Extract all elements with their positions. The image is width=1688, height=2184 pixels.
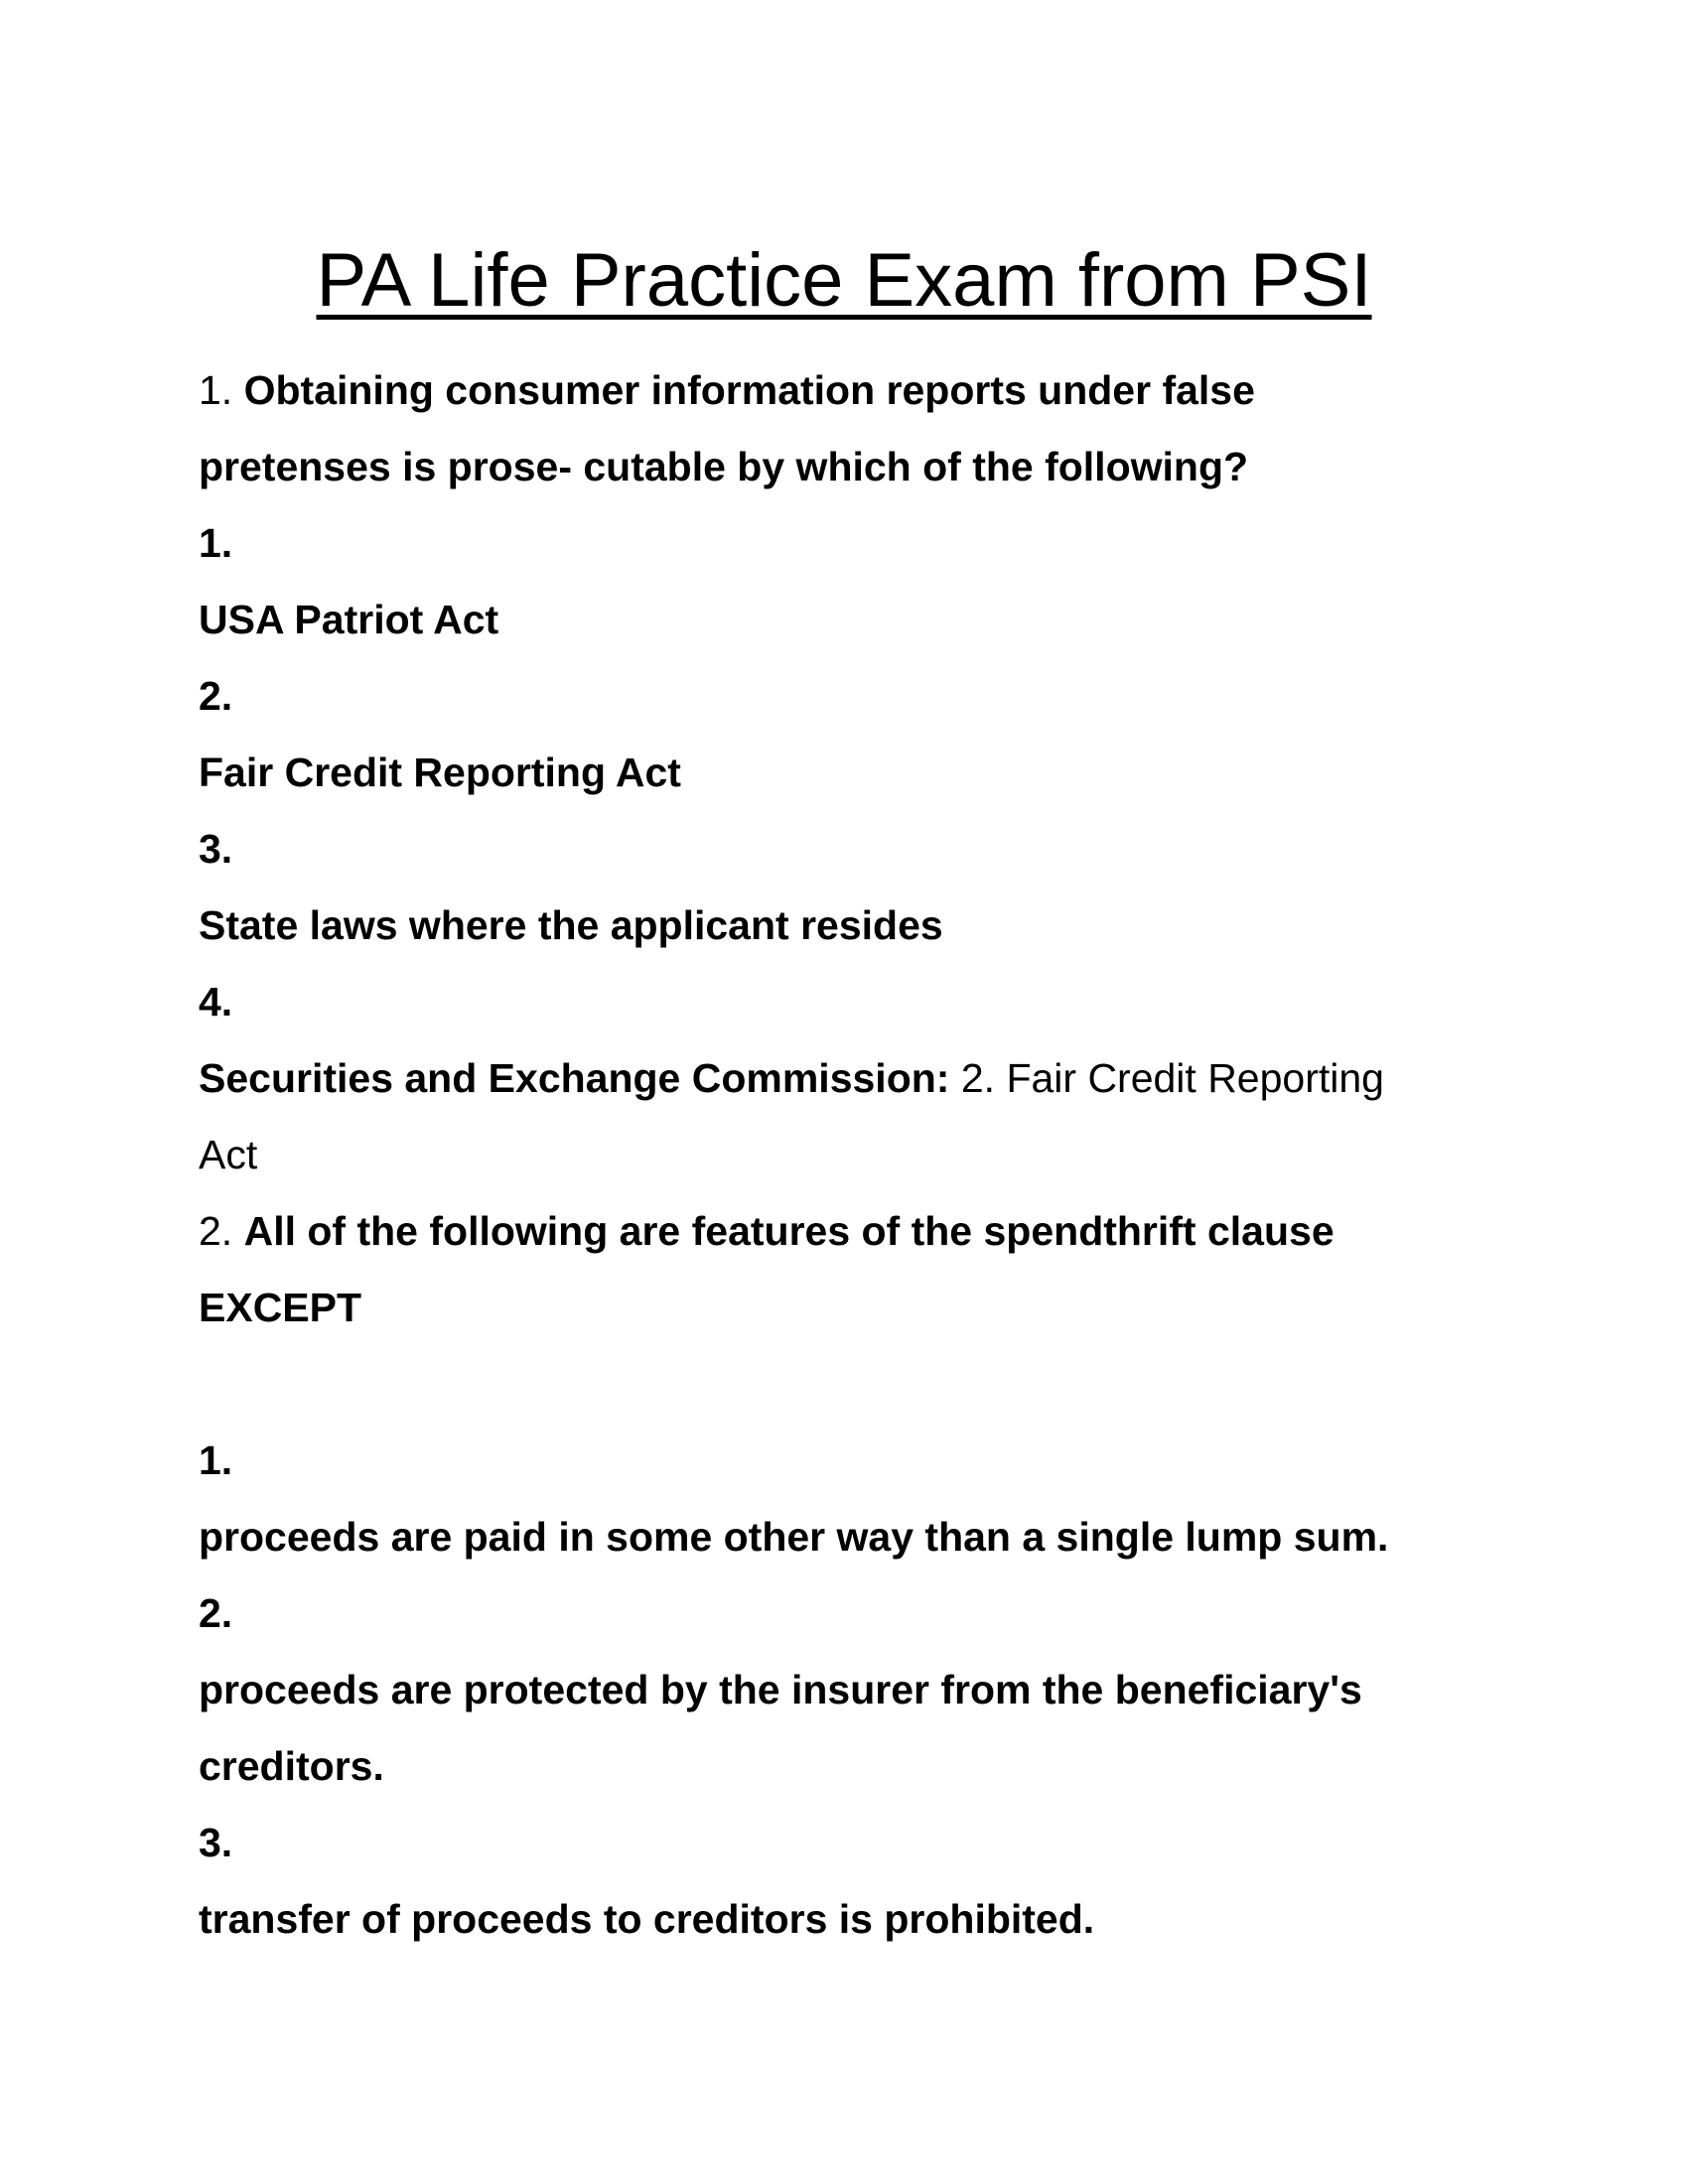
option-text: Fair Credit Reporting Act <box>199 750 681 795</box>
option-text: proceeds are paid in some other way than a single lump sum. <box>199 1514 1389 1560</box>
option-number: 3. <box>199 826 233 872</box>
answer-text: 2. Fair Credit Reporting <box>960 1055 1384 1101</box>
question-number: 2. <box>199 1208 233 1254</box>
question-stem-continued: EXCEPT <box>199 1285 362 1330</box>
question-stem-continued: pretenses is prose- cutable by which of the following? <box>199 444 1249 489</box>
question-number: 1. <box>199 367 233 413</box>
option-number: 2. <box>199 673 233 719</box>
answer-text-continued: Act <box>199 1132 258 1177</box>
page-title-text: PA Life Practice Exam from PSI <box>316 238 1372 323</box>
question-list <box>199 352 1549 1958</box>
question-stem <box>199 1193 1549 1270</box>
question-1 <box>199 352 1549 1193</box>
option-number: 1. <box>199 520 233 566</box>
option-number: 3. <box>199 1820 233 1865</box>
option-number: 4. <box>199 979 233 1024</box>
question-2 <box>199 1193 1549 1958</box>
option-number: 1. <box>199 1437 233 1483</box>
option-with-answer <box>199 1040 1549 1117</box>
option-text: proceeds are protected by the insurer from the beneficiary's <box>199 1667 1362 1712</box>
question-stem-text: Obtaining consumer information reports under false <box>243 367 1255 413</box>
page-title <box>0 236 1688 326</box>
blank-line <box>199 1346 1549 1423</box>
question-stem <box>199 352 1549 429</box>
option-text: USA Patriot Act <box>199 597 499 642</box>
option-text: State laws where the applicant resides <box>199 902 943 948</box>
option-text: transfer of proceeds to creditors is prohibited. <box>199 1896 1095 1942</box>
question-stem-text: All of the following are features of the spendthrift clause <box>243 1208 1335 1254</box>
option-text: Securities and Exchange Commission: <box>199 1055 950 1101</box>
option-text-continued: creditors. <box>199 1743 384 1789</box>
option-number: 2. <box>199 1590 233 1636</box>
